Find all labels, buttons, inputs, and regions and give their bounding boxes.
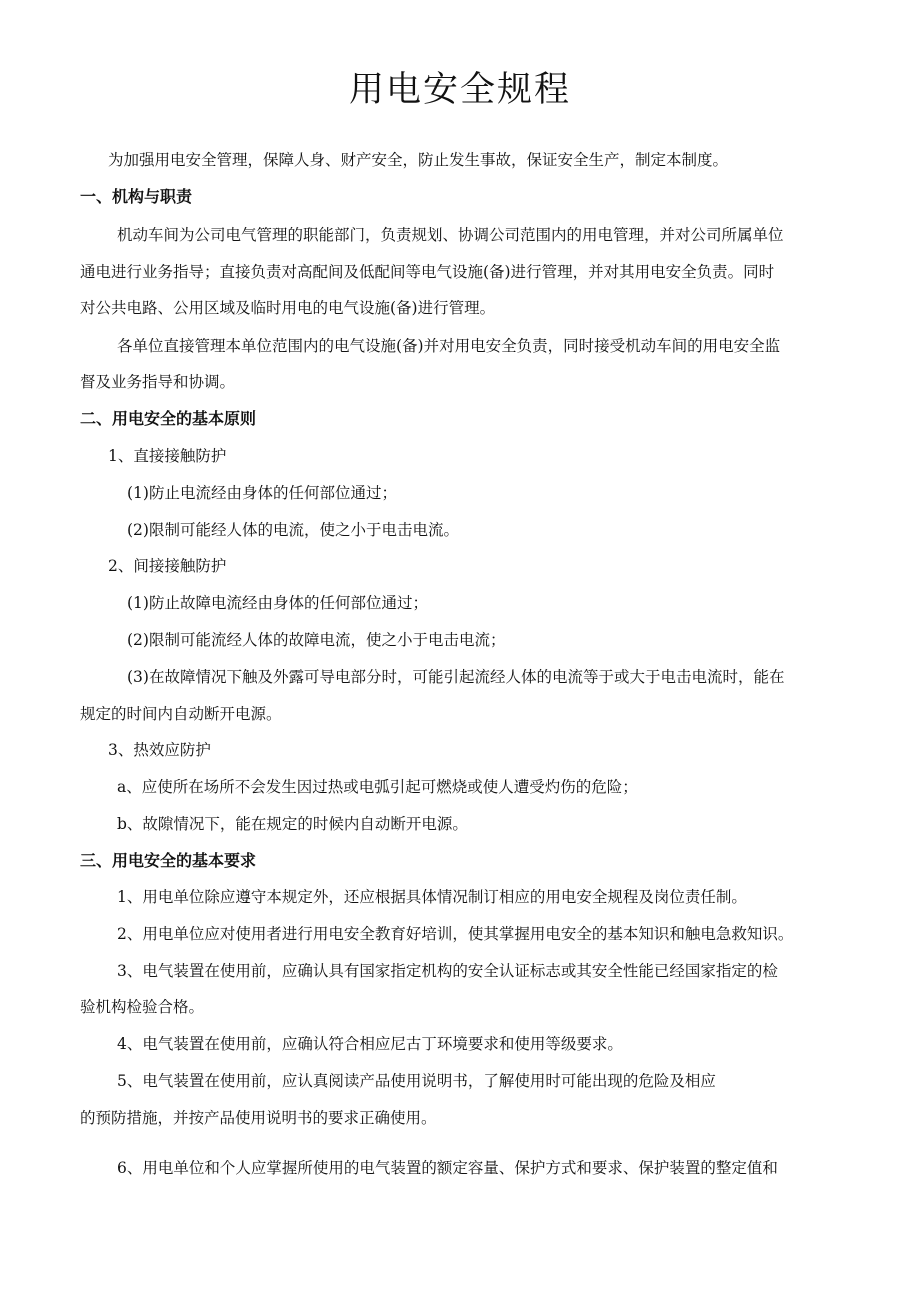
- intro-paragraph: 为加强用电安全管理，保障人身、财产安全，防止发生事故，保证安全生产，制定本制度。: [108, 151, 729, 169]
- list-item: 5、电气装置在使用前，应认真阅读产品使用说明书，了解使用时可能出现的危险及相应: [117, 1072, 716, 1090]
- list-item: 2、间接接触防护: [108, 557, 227, 575]
- section-heading: 二、用电安全的基本原则: [80, 409, 257, 428]
- list-item: (2)限制可能经人体的电流，使之小于电击电流。: [127, 521, 459, 539]
- section-heading: 一、机构与职责: [80, 187, 193, 206]
- list-item: (2)限制可能流经人体的故障电流，使之小于电击电流；: [127, 631, 506, 649]
- list-item: 2、用电单位应对使用者进行用电安全教育好培训，使其掌握用电安全的基本知识和触电急救知识。: [117, 925, 794, 943]
- paragraph-line: 督及业务指导和协调。: [80, 373, 236, 391]
- list-item: 1、用电单位除应遵守本规定外，还应根据具体情况制订相应的用电安全规程及岗位责任制。: [117, 888, 747, 906]
- list-item: 4、电气装置在使用前，应确认符合相应尼古丁环境要求和使用等级要求。: [117, 1035, 623, 1053]
- page-title: 用电安全规程: [348, 70, 571, 110]
- list-item: (1)防止电流经由身体的任何部位通过；: [127, 484, 397, 502]
- paragraph-line: 验机构检验合格。: [80, 998, 205, 1016]
- paragraph-line: 对公共电路、公用区域及临时用电的电气设施(备)进行管理。: [80, 299, 496, 317]
- list-item: (1)防止故障电流经由身体的任何部位通过；: [127, 594, 428, 612]
- list-item: a、应使所在场所不会发生因过热或电弧引起可燃烧或使人遭受灼伤的危险；: [117, 778, 638, 796]
- paragraph-line: 各单位直接管理本单位范围内的电气设施(备)并对用电安全负责，同时接受机动车间的用电安全监: [117, 337, 781, 355]
- list-item: 6、用电单位和个人应掌握所使用的电气装置的额定容量、保护方式和要求、保护装置的整定值和: [117, 1159, 778, 1177]
- paragraph-line: 通电进行业务指导；直接负责对高配间及低配间等电气设施(备)进行管理，并对其用电安全负责。同时: [80, 263, 775, 281]
- paragraph-line: 机动车间为公司电气管理的职能部门，负责规划、协调公司范围内的用电管理，并对公司所属单位: [117, 226, 784, 244]
- paragraph-line: 的预防措施，并按产品使用说明书的要求正确使用。: [80, 1109, 437, 1127]
- list-item: (3)在故障情况下触及外露可导电部分时，可能引起流经人体的电流等于或大于电击电流时，能在: [127, 668, 785, 686]
- list-item: 3、电气装置在使用前，应确认具有国家指定机构的安全认证标志或其安全性能已经国家指定的检: [117, 962, 778, 980]
- paragraph-line: 规定的时间内自动断开电源。: [80, 705, 282, 723]
- section-heading: 三、用电安全的基本要求: [80, 851, 257, 870]
- list-item: 1、直接接触防护: [108, 447, 227, 465]
- list-item: 3、热效应防护: [108, 741, 211, 759]
- list-item: b、故隙情况下，能在规定的时候内自动断开电源。: [117, 815, 468, 833]
